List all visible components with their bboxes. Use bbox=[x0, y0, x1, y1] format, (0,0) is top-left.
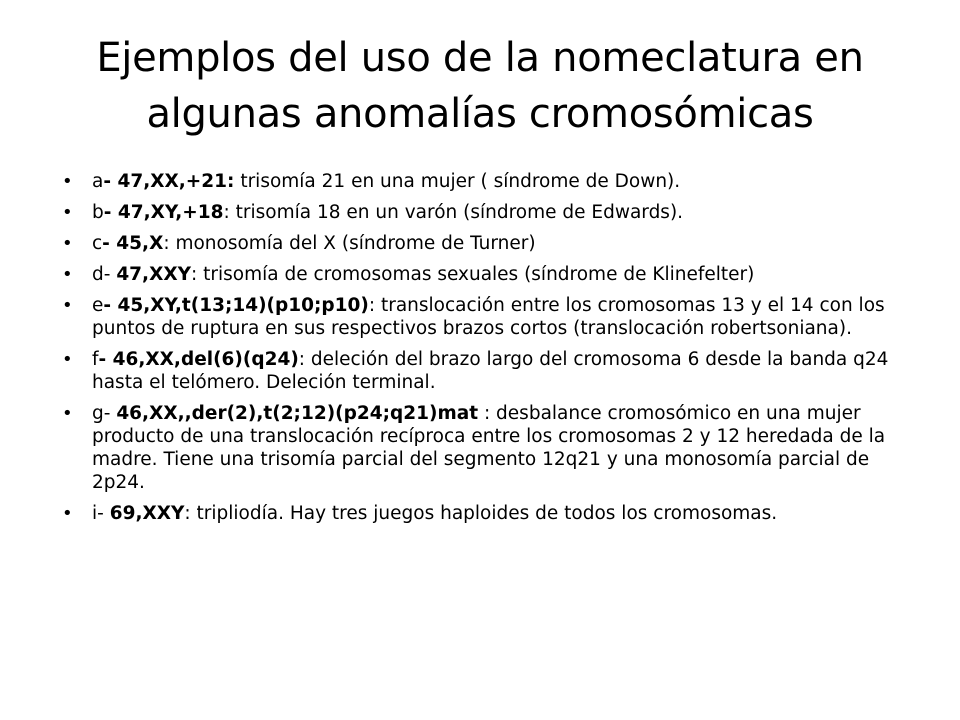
bullet-item bbox=[62, 294, 912, 340]
bullet-description: : tripliodía. Hay tres juegos haploides de todos los cromosomas. bbox=[184, 503, 778, 524]
bullet-list bbox=[62, 170, 912, 533]
bullet-prefix: d- bbox=[92, 264, 117, 285]
karyotype-formula: 47,XXY bbox=[116, 264, 192, 285]
bullet-description: : desbalance cromosómico en una mujer producto de una translocación recíproca entre los cromosomas 2 y 12 heredada de la madre. Tiene una trisomía parcial del segmento 12q21 y una monosomía parcial de 2p24. bbox=[92, 403, 886, 493]
bullet-description: : trisomía 18 en un varón (síndrome de Edwards). bbox=[223, 202, 684, 223]
bullet-prefix: c bbox=[92, 233, 103, 254]
bullet-description: : monosomía del X (síndrome de Turner) bbox=[163, 233, 536, 254]
karyotype-formula: - 46,XX,del(6)(q24) bbox=[98, 349, 299, 370]
bullet-item bbox=[62, 263, 912, 286]
bullet-prefix: b bbox=[92, 202, 104, 223]
karyotype-formula: 46,XX,,der(2),t(2;12)(p24;q21)mat bbox=[116, 403, 479, 424]
bullet-dot-icon: • bbox=[62, 171, 73, 192]
slide-title: Ejemplos del uso de la nomeclatura en algunas anomalías cromosómicas bbox=[96, 35, 864, 137]
bullet-dot-icon: • bbox=[62, 349, 73, 370]
bullet-prefix: f bbox=[92, 349, 99, 370]
bullet-description: : deleción del brazo largo del cromosoma 6 desde la banda q24 hasta el telómero. Deleción terminal. bbox=[92, 349, 889, 393]
karyotype-formula: - 45,X bbox=[102, 233, 164, 254]
bullet-item bbox=[62, 348, 912, 394]
bullet-dot-icon: • bbox=[62, 264, 73, 285]
bullet-description: : trisomía de cromosomas sexuales (síndrome de Klinefelter) bbox=[191, 264, 755, 285]
karyotype-formula: - 47,XY,+18 bbox=[103, 202, 224, 223]
bullet-item bbox=[62, 402, 912, 494]
bullet-dot-icon: • bbox=[62, 403, 73, 424]
karyotype-formula: - 45,XY,t(13;14)(p10;p10) bbox=[103, 295, 369, 316]
bullet-prefix: a bbox=[92, 171, 104, 192]
bullet-item bbox=[62, 170, 912, 193]
karyotype-formula: 69,XXY bbox=[109, 503, 185, 524]
bullet-prefix: i- bbox=[92, 503, 110, 524]
bullet-item bbox=[62, 502, 912, 525]
bullet-dot-icon: • bbox=[62, 233, 73, 254]
bullet-description: : translocación entre los cromosomas 13 y el 14 con los puntos de ruptura en sus respectivos brazos cortos (translocación robertsoniana). bbox=[92, 295, 885, 339]
bullet-item bbox=[62, 232, 912, 255]
bullet-dot-icon: • bbox=[62, 503, 73, 524]
karyotype-formula: - 47,XX,+21: bbox=[103, 171, 235, 192]
bullet-description: trisomía 21 en una mujer ( síndrome de Down). bbox=[234, 171, 681, 192]
bullet-prefix: e bbox=[92, 295, 104, 316]
bullet-dot-icon: • bbox=[62, 295, 73, 316]
bullet-dot-icon: • bbox=[62, 202, 73, 223]
bullet-item bbox=[62, 201, 912, 224]
bullet-prefix: g- bbox=[92, 403, 117, 424]
